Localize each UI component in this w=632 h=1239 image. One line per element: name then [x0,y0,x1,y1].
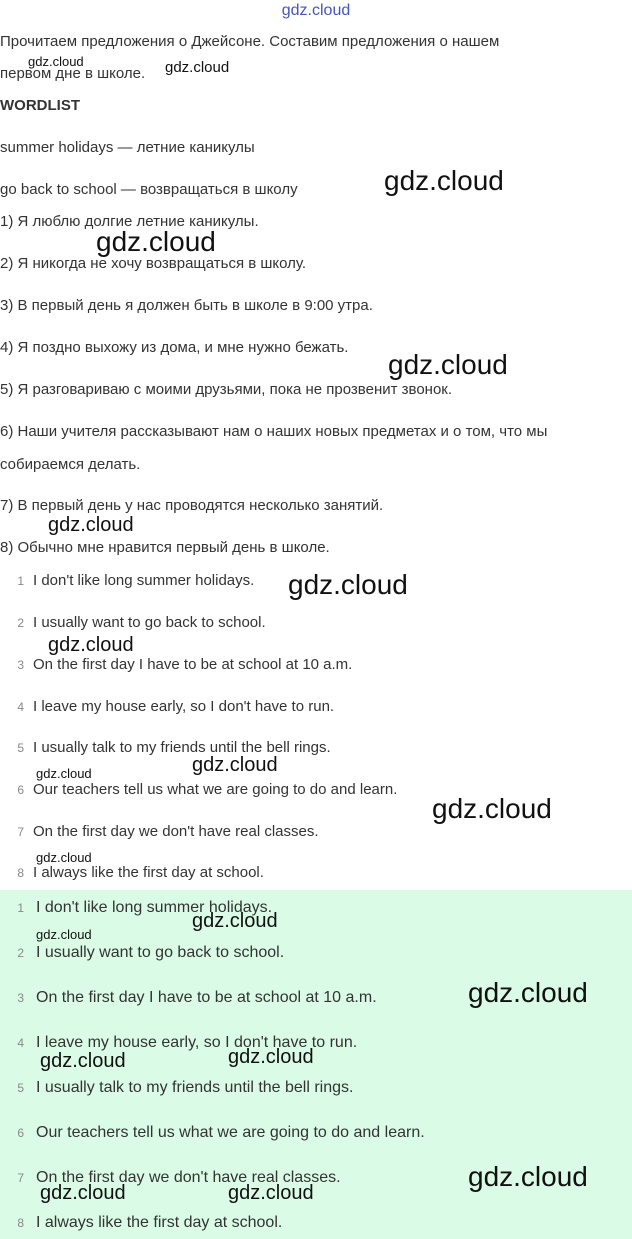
line-number: 7 [17,825,24,839]
watermark: gdz.cloud [228,1046,314,1068]
watermark: gdz.cloud [28,54,84,69]
answer-text: I don't like long summer holidays. [33,572,255,589]
list-item [0,1118,425,1148]
line-number: 5 [17,741,24,755]
intro-line-1: Прочитаем предложения о Джейсоне. Составим предложения о нашем [0,33,500,50]
watermark: gdz.cloud [48,514,134,536]
answer-text: I don't like long summer holidays. [36,899,273,916]
list-item [0,566,254,596]
watermark: gdz.cloud [468,977,588,1008]
answer-text: I usually want to go back to school. [33,614,266,631]
watermark: gdz.cloud [48,634,134,656]
watermark: gdz.cloud [96,226,216,257]
russian-sentence: 7) В первый день у нас проводятся несколько занятий. [0,497,384,514]
russian-sentence: 4) Я поздно выхожу из дома, и мне нужно бежать. [0,339,349,356]
russian-sentence: 2) Я никогда не хочу возвращаться в школу. [0,255,307,272]
answer-text: On the first day I have to be at school at 10 a.m. [36,989,377,1006]
answer-text: Our teachers tell us what we are going to do and learn. [36,1124,425,1141]
russian-sentence: 6) Наши учителя рассказывают нам о наших новых предметах и о том, что мы [0,423,548,440]
line-number: 8 [17,1216,24,1230]
list-item [0,817,319,847]
answer-text: I always like the first day at school. [36,1214,283,1231]
watermark: gdz.cloud [36,927,92,942]
answer-text: I always like the first day at school. [33,864,264,881]
wordlist-item: go back to school — возвращаться в школу [0,181,298,198]
line-number: 5 [17,1081,24,1095]
intro-line-2: первом дне в школе. [0,65,146,82]
watermark: gdz.cloud [165,59,230,76]
list-item [0,983,377,1013]
list-item [0,1073,353,1103]
watermark: gdz.cloud [192,910,278,932]
line-number: 8 [17,866,24,880]
wordlist-item: summer holidays — летние каникулы [0,139,255,156]
watermark: gdz.cloud [36,766,92,781]
watermark: gdz.cloud [384,165,504,196]
line-number: 1 [17,574,24,588]
top-watermark: gdz.cloud [281,2,351,19]
answer-text: I usually talk to my friends until the bell rings. [33,739,331,756]
line-number: 4 [17,1036,24,1050]
russian-sentence: 5) Я разговариваю с моими друзьями, пока не прозвенит звонок. [0,381,453,398]
russian-sentence: 8) Обычно мне нравится первый день в школе. [0,539,330,556]
list-item [0,692,334,722]
wordlist-title: WORDLIST [0,97,80,114]
watermark: gdz.cloud [288,569,408,600]
watermark: gdz.cloud [432,793,552,824]
russian-sentence: 3) В первый день я должен быть в школе в 9:00 утра. [0,297,373,314]
answer-text: I leave my house early, so I don't have to run. [36,1034,358,1051]
watermark: gdz.cloud [36,850,92,865]
watermark: gdz.cloud [228,1182,314,1204]
answer-text: I usually want to go back to school. [36,944,285,961]
line-number: 6 [17,1126,24,1140]
line-number: 4 [17,700,24,714]
list-item [0,733,331,763]
line-number: 3 [17,658,24,672]
answer-text: Our teachers tell us what we are going to do and learn. [33,781,398,798]
watermark: gdz.cloud [192,754,278,776]
list-item [0,938,284,968]
answer-text: On the first day we don't have real classes. [36,1169,341,1186]
answer-text: On the first day we don't have real classes. [33,823,319,840]
watermark: gdz.cloud [40,1182,126,1204]
answer-text: I usually talk to my friends until the bell rings. [36,1079,354,1096]
line-number: 2 [17,946,24,960]
line-number: 1 [17,901,24,915]
answer-text: On the first day I have to be at school at 10 a.m. [33,656,353,673]
watermark: gdz.cloud [40,1050,126,1072]
line-number: 7 [17,1171,24,1185]
watermark: gdz.cloud [468,1161,588,1192]
russian-sentence: 1) Я люблю долгие летние каникулы. [0,213,259,230]
answer-text: I leave my house early, so I don't have to run. [33,698,335,715]
list-item [0,1208,282,1238]
line-number: 3 [17,991,24,1005]
line-number: 6 [17,783,24,797]
russian-sentence: собираемся делать. [0,456,141,473]
line-number: 2 [17,616,24,630]
watermark: gdz.cloud [388,349,508,380]
